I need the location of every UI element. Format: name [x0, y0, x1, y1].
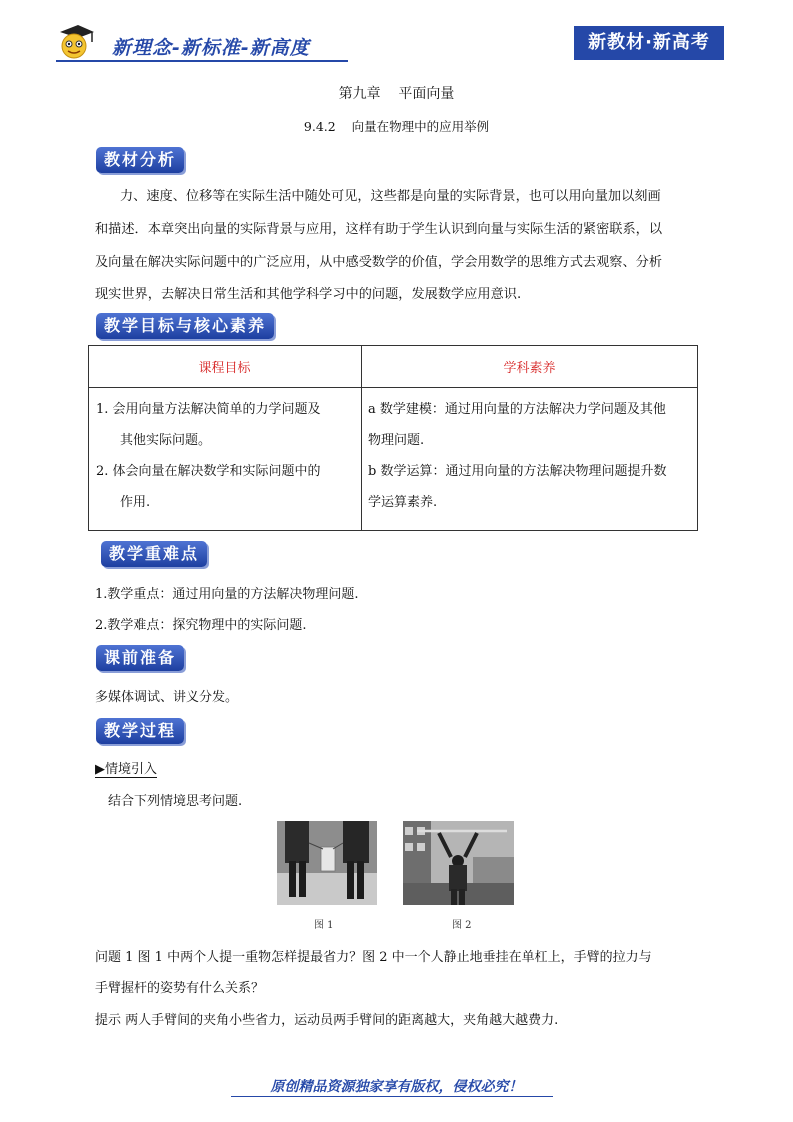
goal-left-line-4: 作用.: [120, 495, 151, 510]
goal-right-line-1: a 数学建模：通过用向量的方法解决力学问题及其他: [368, 402, 666, 417]
figure-2-photo: [403, 821, 514, 905]
mascot-logo-icon: [54, 22, 96, 62]
question-1-line-2: 手臂握杆的姿势有什么关系？: [95, 981, 265, 996]
goal-left-line-2: 其他实际问题。: [120, 433, 212, 448]
goals-heading: 教学目标与核心素养: [96, 313, 274, 339]
figure-2-caption: 图 2: [452, 920, 472, 931]
brand-slogan: 新理念-新标准-新高度: [112, 37, 310, 59]
analysis-heading: 教材分析: [96, 147, 184, 173]
analysis-line-4: 现实世界，去解决日常生活和其他学科学习中的问题，发展数学应用意识.: [95, 287, 522, 302]
figure-1-photo: [277, 821, 377, 905]
table-header-literacy: 学科素养: [503, 361, 556, 376]
question-1-line-1: 问题 1 图 1 中两个人提一重物怎样提最省力？图 2 中一个人静止地垂挂在单杠上，手臂的拉力与: [95, 950, 652, 965]
table-divider-horizontal: [88, 387, 698, 388]
copyright-footer: 原创精品资源独家享有版权，侵权必究！: [270, 1079, 523, 1095]
preparation-text: 多媒体调试、讲义分发。: [95, 690, 239, 705]
table-header-course-goals: 课程目标: [198, 361, 251, 376]
header-underline: [56, 60, 348, 62]
analysis-line-1: 力、速度、位移等在实际生活中随处可见，这些都是向量的实际背景，也可以用向量加以刻画: [120, 189, 661, 204]
hint-text: 提示 两人手臂间的夹角小些省力，运动员两手臂间的距离越大，夹角越大越费力.: [95, 1013, 559, 1028]
brand-badge: 新教材·新高考: [574, 26, 724, 60]
keypoint-2: 2.教学难点：探究物理中的实际问题.: [95, 618, 307, 633]
goal-left-line-3: 2. 体会向量在解决数学和实际问题中的: [96, 464, 321, 479]
scenario-subheading: ▶情境引入: [95, 758, 157, 778]
goal-right-line-4: 学运算素养.: [368, 495, 438, 510]
process-heading: 教学过程: [96, 718, 184, 744]
goal-right-line-3: b 数学运算：通过用向量的方法解决物理问题提升数: [368, 464, 667, 479]
goal-left-line-1: 1. 会用向量方法解决简单的力学问题及: [96, 402, 321, 417]
goal-right-line-2: 物理问题.: [368, 433, 425, 448]
preparation-heading: 课前准备: [96, 645, 184, 671]
keypoint-1: 1.教学重点：通过用向量的方法解决物理问题.: [95, 587, 359, 602]
analysis-line-2: 和描述．本章突出向量的实际背景与应用，这样有助于学生认识到向量与实际生活的紧密联系，以: [95, 222, 663, 237]
scenario-intro: 结合下列情境思考问题.: [108, 794, 243, 809]
section-title: 9.4.2 向量在物理中的应用举例: [303, 119, 490, 134]
analysis-line-3: 及向量在解决实际问题中的广泛应用，从中感受数学的价值，学会用数学的思维方式去观察、分析: [95, 255, 663, 270]
keypoints-heading: 教学重难点: [101, 541, 207, 567]
footer-underline: [231, 1096, 553, 1097]
chapter-title: 第九章 平面向量: [338, 86, 455, 102]
figure-1-caption: 图 1: [314, 920, 334, 931]
